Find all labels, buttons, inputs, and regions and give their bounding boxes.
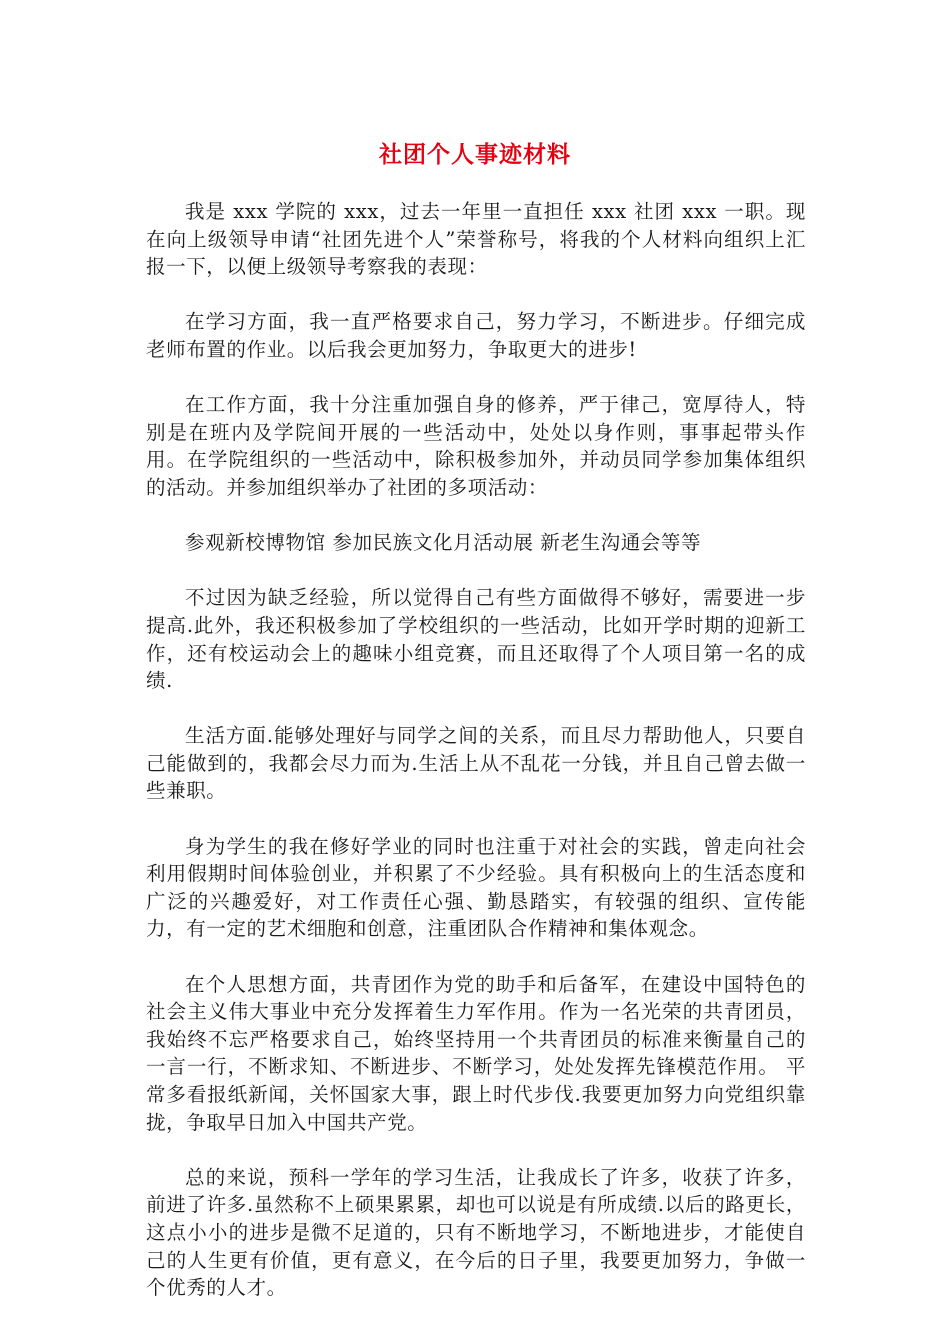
paragraph-work: 在工作方面，我十分注重加强自身的修养，严于律己，宽厚待人，特别是在班内及学院间开展的一些活动中，处处以身作则，事事起带头作用。在学院组织的一些活动中，除积极参加外，并动员同学参加集体组织的活动。并参加组织举办了社团的多项活动： [146,393,806,499]
paragraph-ideology: 在个人思想方面，共青团作为党的助手和后备军，在建设中国特色的社会主义伟大事业中充分发挥着生力军作用。作为一名光荣的共青团员，我始终不忘严格要求自己，始终坚持用一个共青团员的标准来衡量自己的一言一行，不断求知、不断进步、不断学习，处处发挥先锋模范作用。 平常多看报纸新闻，关怀国家大事，跟上时代步伐.我要更加努力向党组织靠拢，争取早日加入中国共产党。 [146,972,806,1134]
paragraph-life: 生活方面.能够处理好与同学之间的关系，而且尽力帮助他人，只要自己能做到的，我都会尽力而为.生活上从不乱花一分钱，并且自己曾去做一些兼职。 [146,724,806,803]
document-title: 社团个人事迹材料 [379,142,571,168]
paragraph-shortcomings: 不过因为缺乏经验，所以觉得自己有些方面做得不够好，需要进一步提高.此外，我还积极参加了学校组织的一些活动，比如开学时期的迎新工作，还有校运动会上的趣味小组竞赛，而且还取得了个人项目第一名的成绩. [146,586,806,693]
paragraph-summary: 总的来说，预科一学年的学习生活，让我成长了许多，收获了许多，前进了许多.虽然称不上硕果累累，却也可以说是有所成绩.以后的路更长，这点小小的进步是微不足道的，只有不断地学习，不断地进步，才能使自己的人生更有价值，更有意义，在今后的日子里，我要更加努力，争做一个优秀的人才。 [146,1165,806,1300]
paragraph-practice: 身为学生的我在修好学业的同时也注重于对社会的实践，曾走向社会利用假期时间体验创业，并积累了不少经验。具有积极向上的生活态度和广泛的兴趣爱好，对工作责任心强、勤恳踏实，有较强的组织、宣传能力，有一定的艺术细胞和创意，注重团队合作精神和集体观念。 [146,834,806,941]
document-body [146,198,806,1329]
paragraph-study: 在学习方面，我一直严格要求自己，努力学习，不断进步。仔细完成老师布置的作业。以后我会更加努力，争取更大的进步! [146,310,806,361]
paragraph-intro: 我是 xxx 学院的 xxx，过去一年里一直担任 xxx 社团 xxx 一职。现在向上级领导申请“社团先进个人”荣誉称号，将我的个人材料向组织上汇报一下，以便上级领导考察我的表现： [146,200,806,279]
paragraph-activities-list: 参观新校博物馆 参加民族文化月活动展 新老生沟通会等等 [185,531,702,555]
